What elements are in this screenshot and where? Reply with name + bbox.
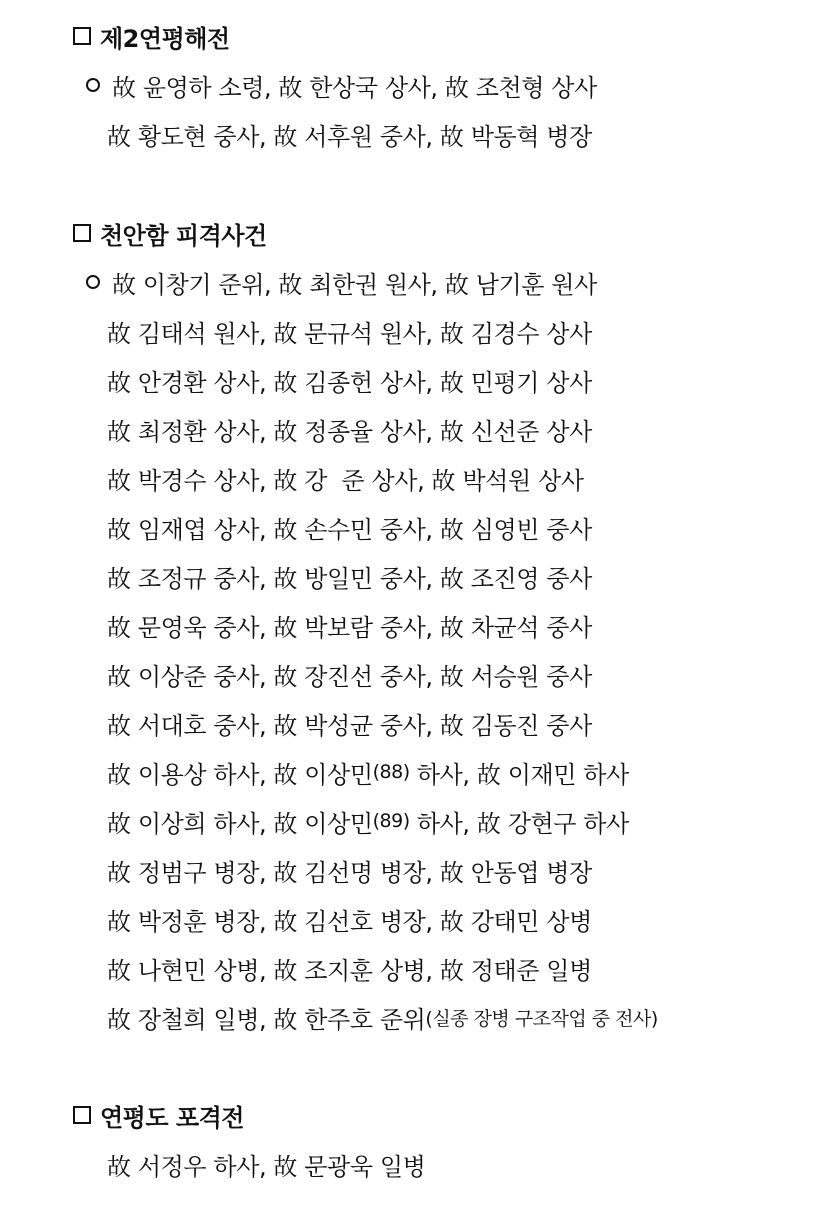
section-title: 연평도 포격전 bbox=[100, 1103, 244, 1132]
list-item bbox=[107, 708, 592, 738]
birth-year-note: (88) bbox=[372, 761, 410, 783]
list-item bbox=[107, 414, 592, 444]
list-item bbox=[107, 561, 592, 591]
section-title: 제2연평해전 bbox=[100, 24, 230, 53]
list-item bbox=[107, 316, 592, 346]
names-text: 故 이용상 하사, 故 이상민 bbox=[107, 760, 373, 789]
names-text: 故 김태석 원사, 故 문규석 원사, 故 김경수 상사 bbox=[107, 319, 592, 348]
names-text: 故 장철희 일병, 故 한주호 준위 bbox=[107, 1005, 426, 1034]
names-text: 故 문영욱 중사, 故 박보람 중사, 故 차균석 중사 bbox=[107, 613, 592, 642]
names-text: 故 정범구 병장, 故 김선명 병장, 故 안동엽 병장 bbox=[107, 858, 592, 887]
checkbox-square-icon bbox=[73, 27, 91, 45]
names-text: 故 이창기 준위, 故 최한권 원사, 故 남기훈 원사 bbox=[112, 270, 597, 299]
section-heading-cheonan bbox=[73, 218, 267, 248]
list-item bbox=[107, 463, 584, 493]
names-text: 故 서정우 하사, 故 문광욱 일병 bbox=[107, 1152, 426, 1181]
list-item bbox=[107, 953, 592, 983]
names-text: 故 이상준 중사, 故 장진선 중사, 故 서승원 중사 bbox=[107, 662, 592, 691]
list-item bbox=[107, 119, 592, 149]
annotation-note: (실종 장병 구조작업 중 전사) bbox=[425, 1007, 658, 1030]
section-title: 천안함 피격사건 bbox=[100, 221, 267, 250]
checkbox-square-icon bbox=[73, 1106, 91, 1124]
names-text: 故 박경수 상사, 故 강 준 상사, 故 박석원 상사 bbox=[107, 466, 584, 495]
names-text: 故 황도현 중사, 故 서후원 중사, 故 박동혁 병장 bbox=[107, 122, 592, 151]
names-text: 故 안경환 상사, 故 김종헌 상사, 故 민평기 상사 bbox=[107, 368, 592, 397]
names-text: 故 조정규 중사, 故 방일민 중사, 故 조진영 중사 bbox=[107, 564, 592, 593]
list-item bbox=[107, 806, 629, 836]
list-item bbox=[107, 1002, 658, 1032]
list-item bbox=[107, 365, 592, 395]
list-item bbox=[86, 267, 597, 297]
list-item bbox=[107, 904, 592, 934]
list-item bbox=[107, 1149, 425, 1179]
checkbox-square-icon bbox=[73, 224, 91, 242]
names-text: 故 나현민 상병, 故 조지훈 상병, 故 정태준 일병 bbox=[107, 956, 592, 985]
circle-bullet-icon bbox=[86, 78, 100, 92]
list-item bbox=[107, 757, 629, 787]
birth-year-note: (89) bbox=[372, 810, 410, 832]
names-text: 故 임재엽 상사, 故 손수민 중사, 故 심영빈 중사 bbox=[107, 515, 592, 544]
list-item bbox=[86, 70, 597, 100]
names-text: 故 이상희 하사, 故 이상민 bbox=[107, 809, 373, 838]
list-item bbox=[107, 855, 592, 885]
names-text: 하사, 故 이재민 하사 bbox=[409, 760, 629, 789]
names-text: 故 최정환 상사, 故 정종율 상사, 故 신선준 상사 bbox=[107, 417, 592, 446]
names-text: 故 서대호 중사, 故 박성균 중사, 故 김동진 중사 bbox=[107, 711, 592, 740]
list-item bbox=[107, 610, 592, 640]
list-item bbox=[107, 659, 592, 689]
section-heading-yeonpyeong-bombardment bbox=[73, 1100, 244, 1130]
names-text: 故 박정훈 병장, 故 김선호 병장, 故 강태민 상병 bbox=[107, 907, 592, 936]
names-text: 故 윤영하 소령, 故 한상국 상사, 故 조천형 상사 bbox=[112, 73, 597, 102]
circle-bullet-icon bbox=[86, 275, 100, 289]
section-heading-2nd-yeonpyeong bbox=[73, 21, 230, 51]
names-text: 하사, 故 강현구 하사 bbox=[409, 809, 629, 838]
list-item bbox=[107, 512, 592, 542]
